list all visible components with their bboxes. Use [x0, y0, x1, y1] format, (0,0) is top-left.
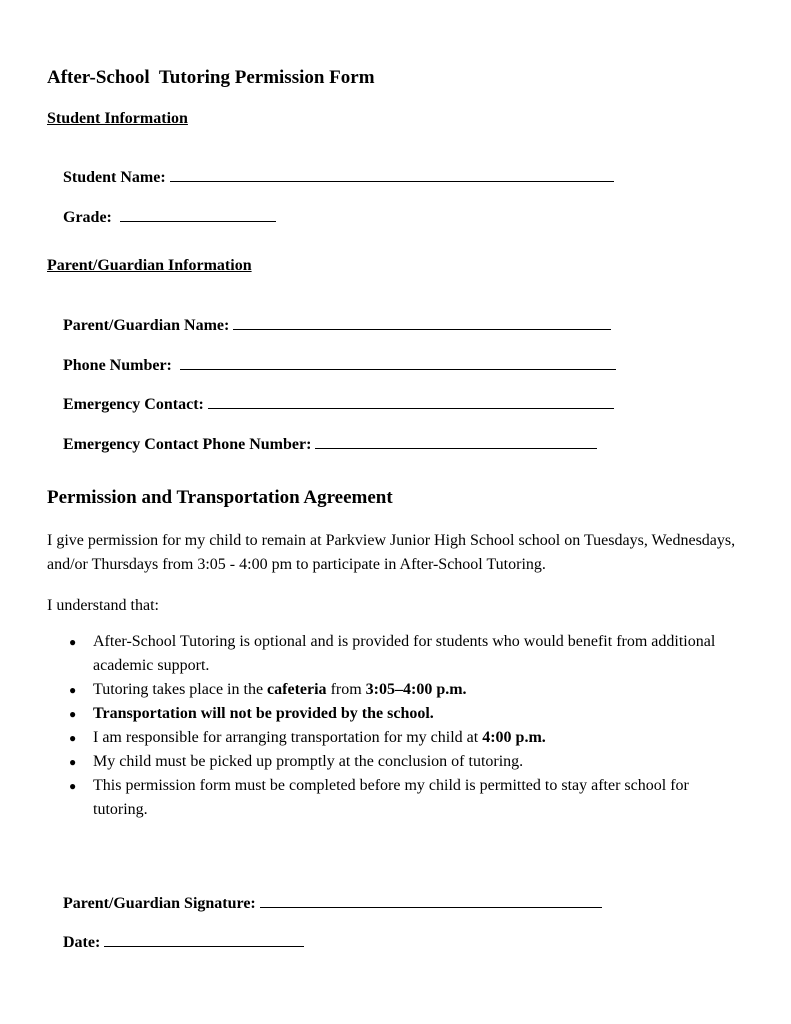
emergency-contact-label: Emergency Contact: — [63, 396, 208, 413]
understand-text: I understand that: — [47, 597, 159, 614]
date-label: Date: — [63, 934, 105, 951]
list-item: ● My child must be picked up promptly at the conclusion of tutoring. — [47, 750, 747, 774]
parent-name-label: Parent/Guardian Name: — [63, 317, 234, 334]
parent-name-line[interactable] — [233, 315, 611, 330]
emergency-phone-label: Emergency Contact Phone Number: — [63, 436, 316, 453]
bullet-icon: ● — [69, 731, 77, 745]
student-name-label: Student Name: — [63, 169, 170, 186]
student-info-heading: Student Information — [47, 110, 188, 127]
emergency-phone-field — [47, 416, 597, 472]
emergency-phone-line[interactable] — [315, 434, 597, 449]
list-item: ● I am responsible for arranging transportation for my child at 4:00 p.m. — [47, 726, 747, 750]
signature-label: Parent/Guardian Signature: — [63, 895, 260, 912]
parent-info-heading: Parent/Guardian Information — [47, 257, 252, 274]
list-item: ● This permission form must be completed before my child is permitted to stay after school for tutoring. — [47, 774, 747, 822]
form-title: After-School Tutoring Permission Form — [47, 67, 375, 88]
agreement-heading: Permission and Transportation Agreement — [47, 487, 393, 508]
signature-line[interactable] — [260, 893, 602, 908]
agreement-paragraph: I give permission for my child to remain at Parkview Junior High School school on Tuesdays, Wednesdays, and/or Thursdays from 3:05 - 4:00 pm to participate in After-School Tutoring. — [47, 532, 736, 573]
list-item: ● Tutoring takes place in the cafeteria from 3:05–4:00 p.m. — [47, 678, 747, 702]
phone-number-line[interactable] — [180, 355, 616, 370]
list-item: ● After-School Tutoring is optional and is provided for students who would benefit from additional academic support. — [47, 630, 747, 678]
bullet-icon: ● — [69, 755, 77, 769]
bullet-icon: ● — [69, 683, 77, 697]
grade-label: Grade: — [63, 209, 120, 226]
bullet-icon: ● — [69, 635, 77, 649]
student-name-line[interactable] — [170, 167, 614, 182]
date-line[interactable] — [104, 932, 304, 947]
bullet-icon: ● — [69, 707, 77, 721]
date-field — [47, 914, 304, 970]
grade-line[interactable] — [120, 207, 276, 222]
emergency-contact-line[interactable] — [208, 394, 614, 409]
grade-field — [47, 189, 276, 245]
phone-number-label: Phone Number: — [63, 357, 180, 374]
agreement-list — [47, 630, 747, 822]
list-item: ● Transportation will not be provided by the school. — [47, 702, 747, 726]
bullet-icon: ● — [69, 779, 77, 793]
